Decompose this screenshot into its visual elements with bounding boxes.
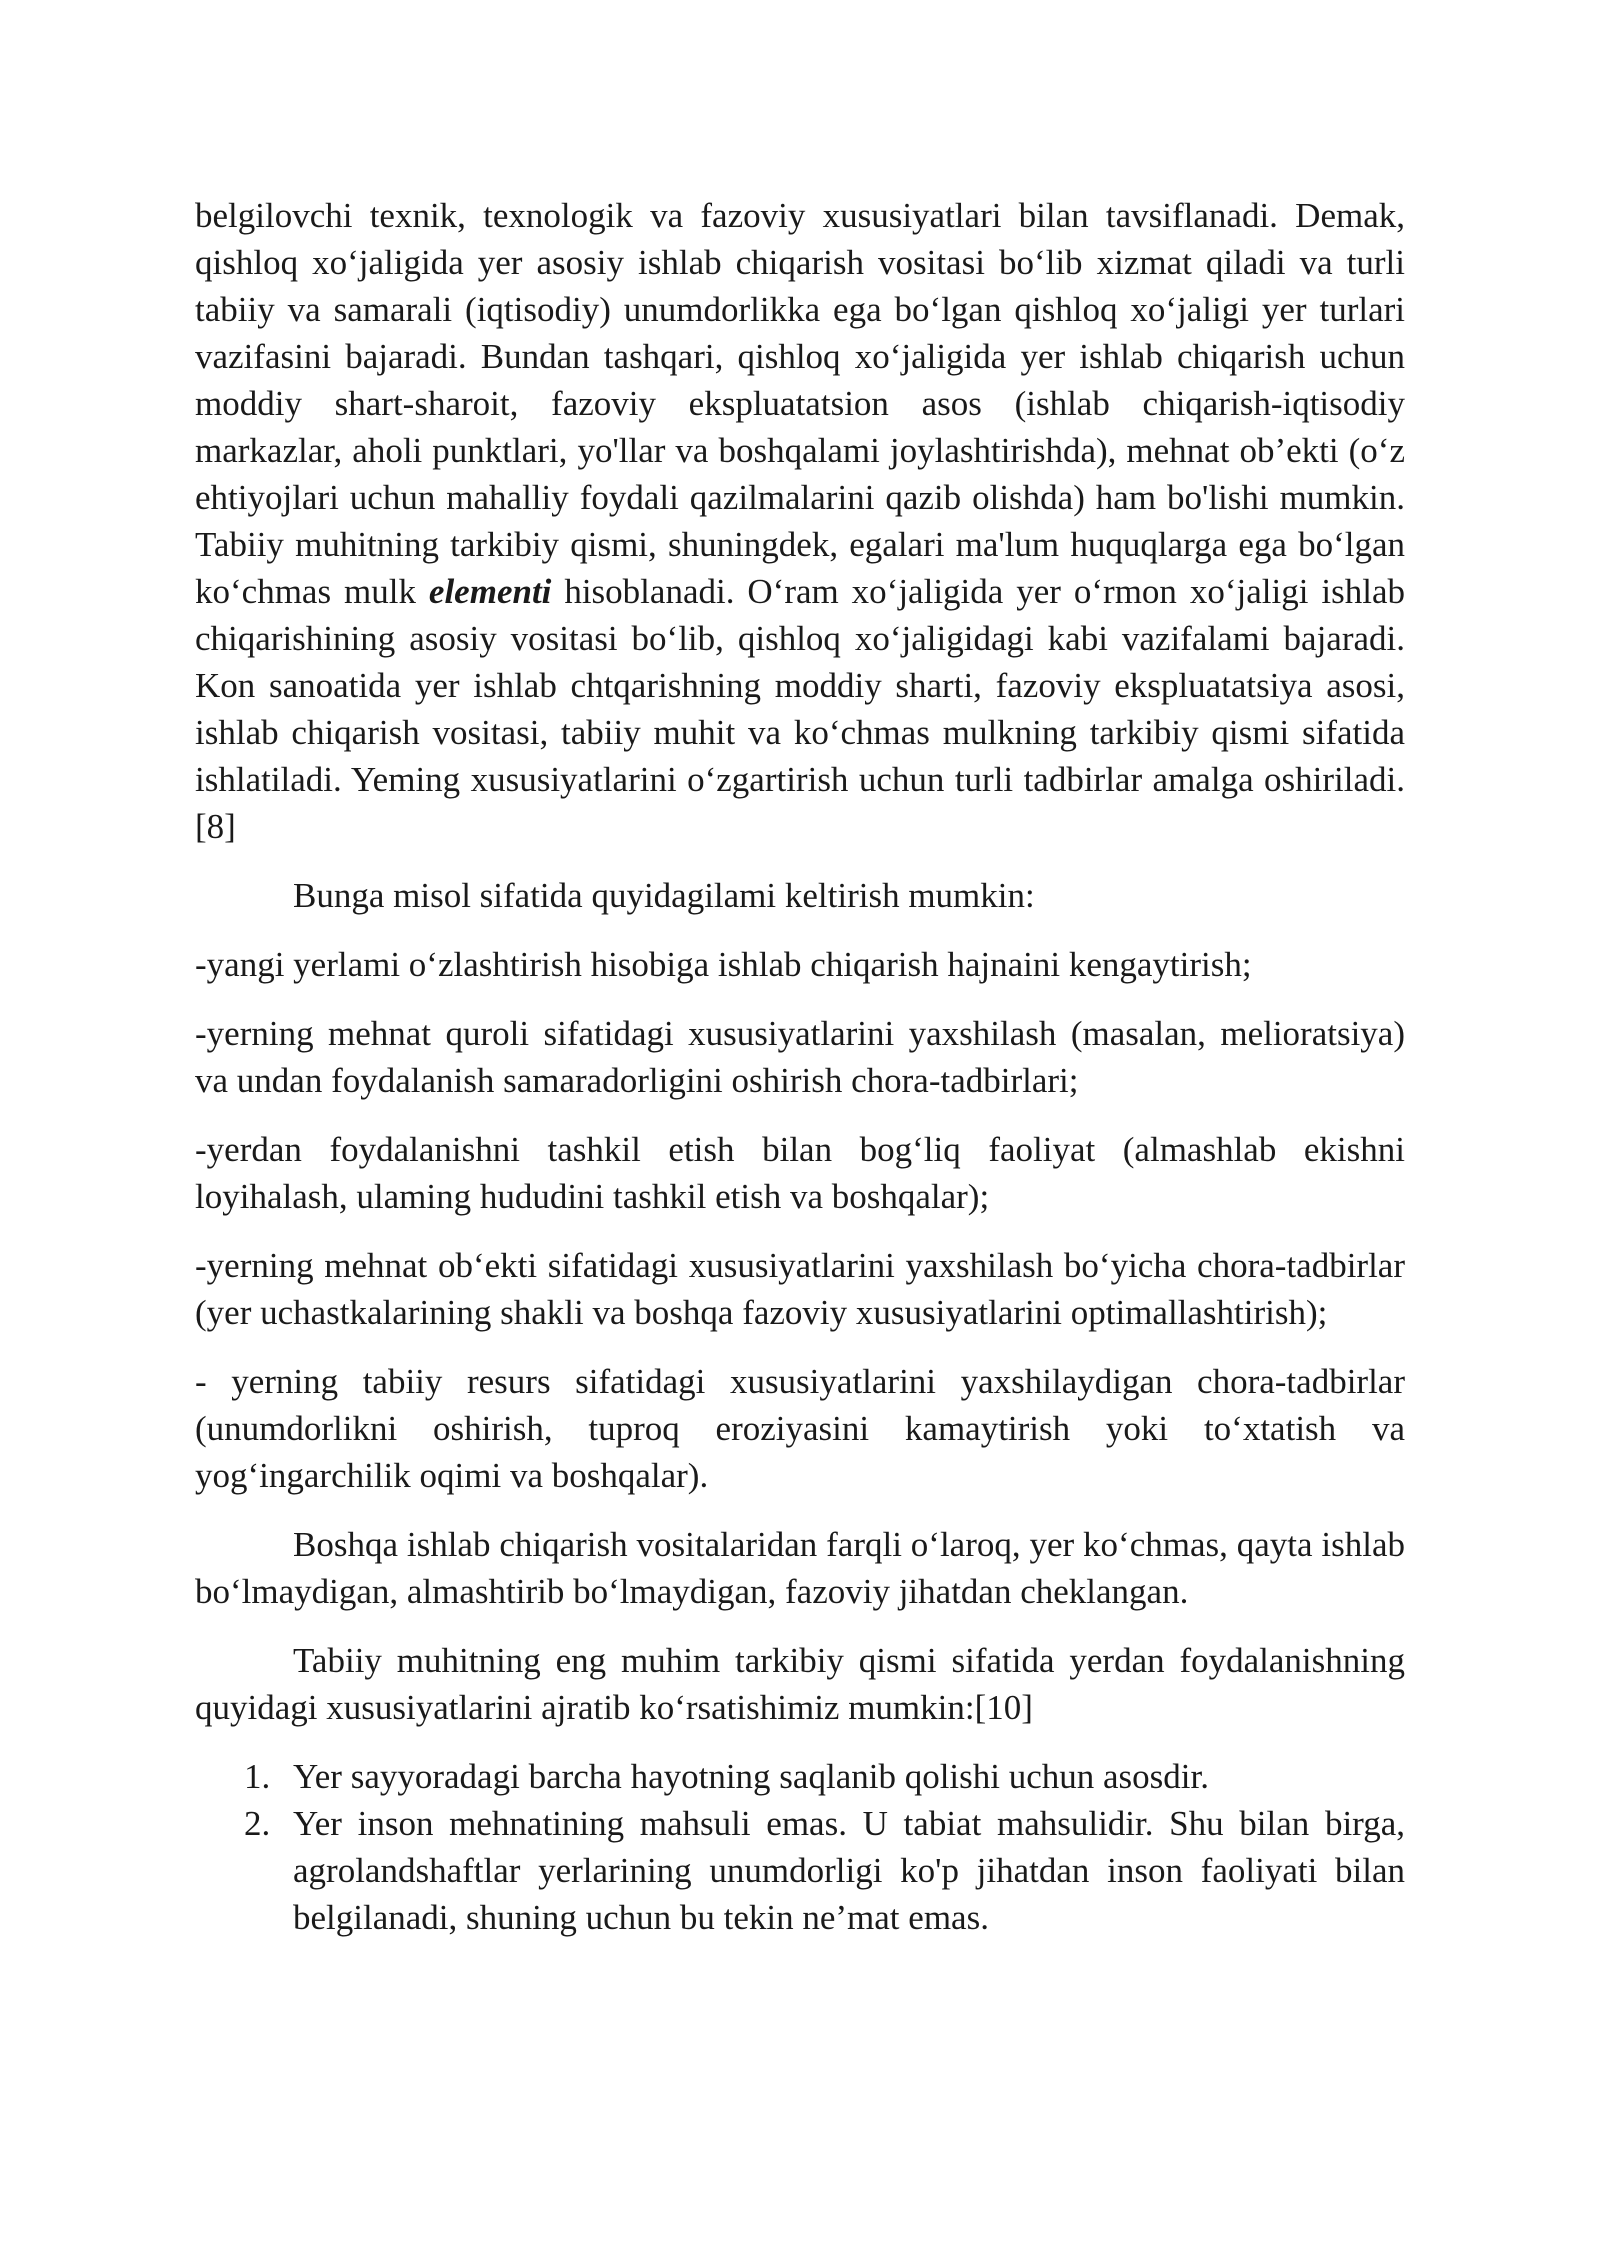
list-number: 1. <box>244 1757 271 1796</box>
paragraph-text-part-2: hisoblanadi. O‘ram xo‘jaligida yer o‘rmon xo‘jaligi ishlab chiqarishining asosiy vositasi bo‘lib, qishloq xo‘jaligidagi kabi vazifalami bajaradi. Kon sanoatida yer ishlab chtqarishning moddiy sharti, fazoviy ekspluatatsiya asosi, ishlab chiqarish vositasi, tabiiy muhit va ko‘chmas mulkning tarkibiy qismi sifatida ishlatiladi. Yeming xususiyatlarini o‘zgartirish uchun turli tadbirlar amalga oshiriladi.[8] <box>195 572 1405 846</box>
paragraph-examples-intro: Bunga misol sifatida quyidagilami keltirish mumkin: <box>293 876 1035 915</box>
dash-list-item: -yerning mehnat quroli sifatidagi xususiyatlarini yaxshilash (masalan, melioratsiya) va undan foydalanish samaradorligini oshirish chora-tadbirlari; <box>195 1014 1405 1100</box>
paragraph-other-means: Boshqa ishlab chiqarish vositalaridan farqli o‘laroq, yer ko‘chmas, qayta ishlab bo‘lmaydigan, almashtirib bo‘lmaydigan, fazoviy jihatdan cheklangan. <box>195 1525 1405 1611</box>
paragraph-text-part-1: belgilovchi texnik, texnologik va fazoviy xususiyatlari bilan tavsiflanadi. Demak, qishloq xo‘jaligida yer asosiy ishlab chiqarish vositasi bo‘lib xizmat qiladi va turli tabiiy va samarali (iqtisodiy) unumdorlikka ega bo‘lgan qishloq xo‘jaligi yer turlari vazifasini bajaradi. Bundan tashqari, qishloq xo‘jaligida yer ishlab chiqarish uchun moddiy shart-sharoit, fazoviy ekspluatatsion asos (ishlab chiqarish-iqtisodiy markazlar, aholi punktlari, yo'llar va boshqalami joylashtirishda), mehnat ob’ekti (o‘z ehtiyojlari uchun mahalliy foydali qazilmalarini qazib olishda) ham bo'lishi mumkin. Tabiiy muhitning tarkibiy qismi, shuningdek, egalari ma'lum huquqlarga ega bo‘lgan ko‘chmas mulk <box>195 196 1405 611</box>
dash-list-item: -yerning mehnat ob‘ekti sifatidagi xususiyatlarini yaxshilash bo‘yicha chora-tadbirlar (yer uchastkalarining shakli va boshqa fazoviy xususiyatlarini optimallashtirish); <box>195 1246 1405 1332</box>
list-item-text: Yer inson mehnatining mahsuli emas. U tabiat mahsulidir. Shu bilan birga, agrolandshaftlar yerlarining unumdorligi ko'p jihatdan inson faoliyati bilan belgilanadi, shuning uchun bu tekin ne’mat emas. <box>293 1804 1405 1937</box>
document-page <box>195 192 1405 1941</box>
paragraph-land-functions <box>195 192 1405 850</box>
paragraph-properties-intro: Tabiiy muhitning eng muhim tarkibiy qismi sifatida yerdan foydalanishning quyidagi xususiyatlarini ajratib ko‘rsatishimiz mumkin:[10] <box>195 1641 1405 1727</box>
numbered-list <box>195 1753 1405 1941</box>
dash-list-item: -yangi yerlami o‘zlashtirish hisobiga ishlab chiqarish hajnaini kengaytirish; <box>195 945 1252 984</box>
list-number: 2. <box>244 1804 271 1843</box>
numbered-list-item <box>195 1800 1405 1941</box>
emphasized-term: elementi <box>428 572 552 611</box>
dash-list-item: - yerning tabiiy resurs sifatidagi xususiyatlarini yaxshilaydigan chora-tadbirlar (unumdorlikni oshirish, tuproq eroziyasini kamaytirish yoki to‘xtatish va yog‘ingarchilik oqimi va boshqalar). <box>195 1362 1405 1495</box>
numbered-list-item <box>195 1753 1405 1800</box>
list-item-text: Yer sayyoradagi barcha hayotning saqlanib qolishi uchun asosdir. <box>293 1757 1209 1796</box>
dash-list-item: -yerdan foydalanishni tashkil etish bilan bog‘liq faoliyat (almashlab ekishni loyihalash, ulaming hududini tashkil etish va boshqalar); <box>195 1130 1405 1216</box>
